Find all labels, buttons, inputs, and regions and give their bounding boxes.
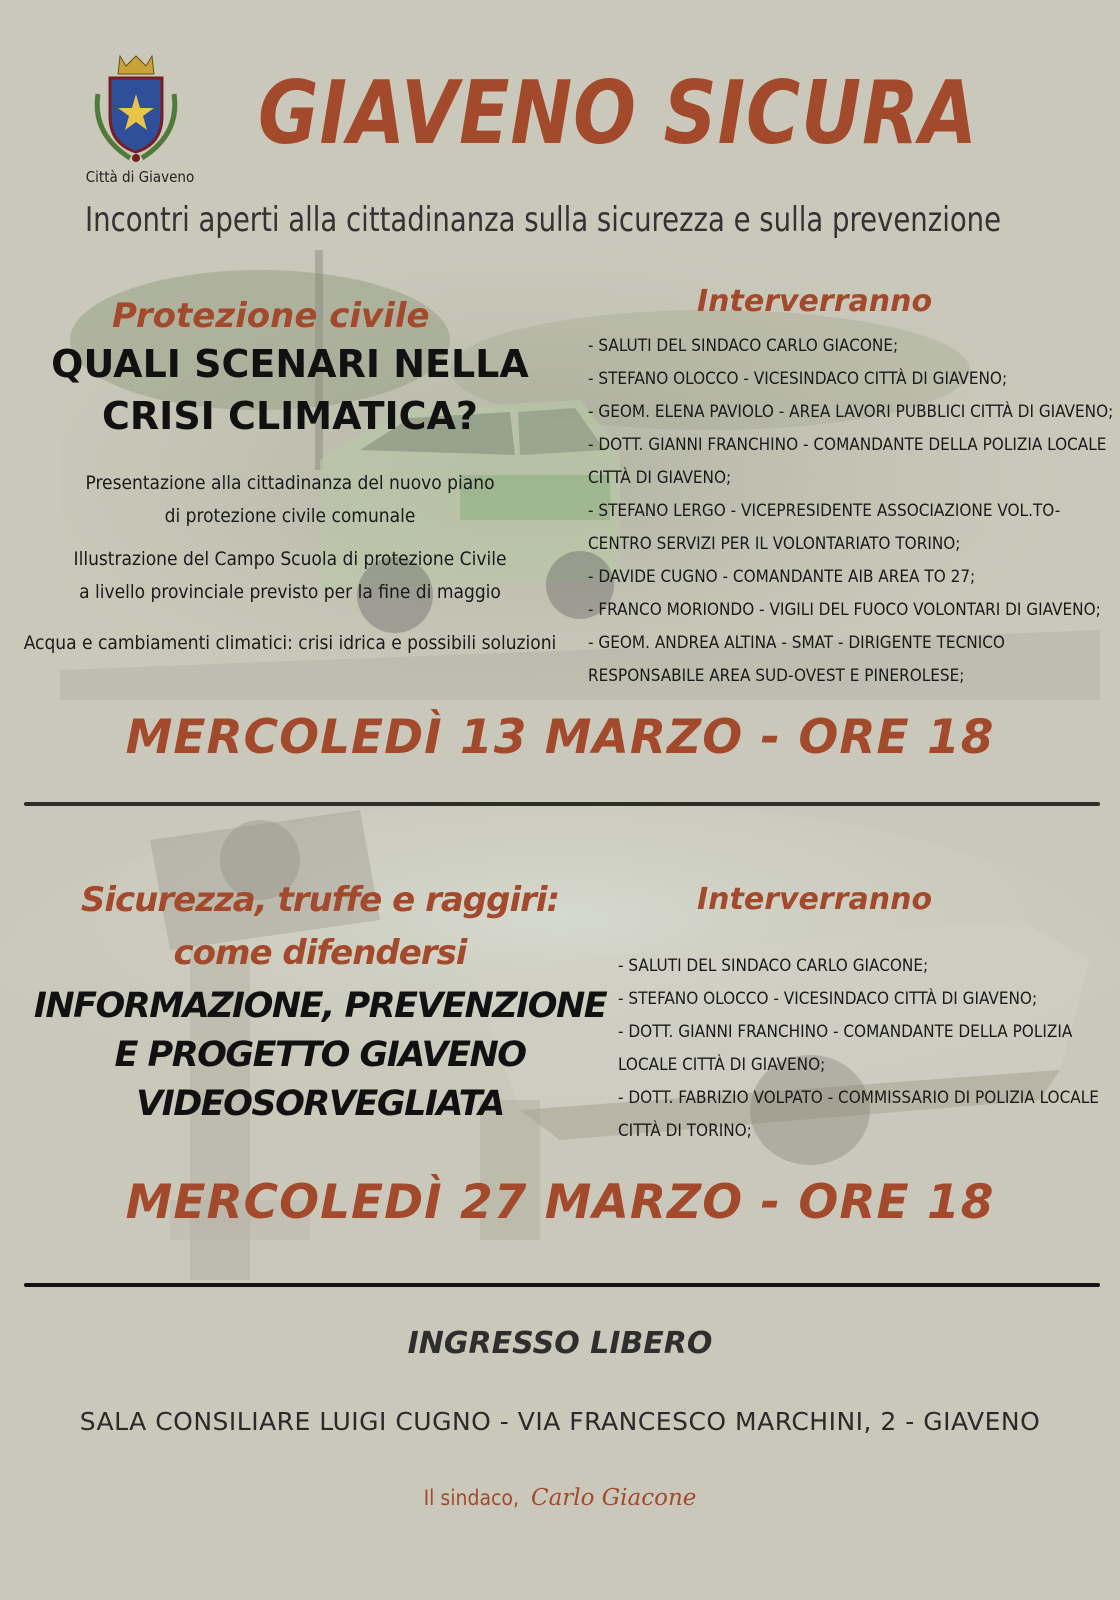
event1-date: MERCOLEDÌ 13 MARZO - ORE 18	[125, 710, 995, 765]
event1-headline-line2: CRISI CLIMATICA?	[102, 394, 478, 438]
speaker-line: CENTRO SERVIZI PER IL VOLONTARIATO TORINO;	[588, 534, 961, 554]
venue-address: SALA CONSILIARE LUIGI CUGNO - VIA FRANCESCO MARCHINI, 2 - GIAVENO	[79, 1407, 1041, 1436]
poster-title: GIAVENO SICURA	[258, 62, 978, 164]
mayor-signature-line	[0, 1485, 1120, 1511]
speaker-line: - DAVIDE CUGNO - COMANDANTE AIB AREA TO 27;	[588, 567, 976, 587]
speaker-line: - DOTT. FABRIZIO VOLPATO - COMMISSARIO DI POLIZIA LOCALE	[618, 1088, 1099, 1108]
speaker-line: - GEOM. ELENA PAVIOLO - AREA LAVORI PUBBLICI CITTÀ DI GIAVENO;	[588, 402, 1114, 422]
event1-desc-line: a livello provinciale previsto per la fine di maggio	[79, 581, 501, 603]
speaker-line: CITTÀ DI GIAVENO;	[588, 468, 732, 488]
speaker-line: - SALUTI DEL SINDACO CARLO GIACONE;	[588, 336, 899, 356]
speaker-line: - FRANCO MORIONDO - VIGILI DEL FUOCO VOLONTARI DI GIAVENO;	[588, 600, 1101, 620]
free-entry-label: INGRESSO LIBERO	[407, 1326, 713, 1361]
speaker-line: RESPONSABILE AREA SUD-OVEST E PINEROLESE;	[588, 666, 965, 686]
event1-desc-line: Acqua e cambiamenti climatici: crisi idrica e possibili soluzioni	[23, 632, 557, 654]
event2-date: MERCOLEDÌ 27 MARZO - ORE 18	[125, 1175, 995, 1230]
event2-headline-line3: VIDEOSORVEGLIATA	[136, 1084, 504, 1124]
event2-topic-line2: come difendersi	[173, 933, 467, 973]
event1-speakers-title: Interverranno	[697, 284, 933, 319]
event1-desc-line: di protezione civile comunale	[164, 505, 416, 527]
speaker-line: CITTÀ DI TORINO;	[618, 1121, 752, 1141]
event2-speakers-list	[618, 950, 1099, 1148]
speaker-line: - GEOM. ANDREA ALTINA - SMAT - DIRIGENTE TECNICO	[588, 633, 1005, 653]
speaker-line: - STEFANO LERGO - VICEPRESIDENTE ASSOCIAZIONE VOL.TO-	[588, 501, 1061, 521]
event1-desc-line: Illustrazione del Campo Scuola di protezione Civile	[73, 548, 507, 570]
event2-headline-line2: E PROGETTO GIAVENO	[114, 1035, 526, 1075]
section-divider	[24, 1283, 1100, 1287]
event1-headline-line1: QUALI SCENARI NELLA	[51, 342, 529, 386]
poster-subtitle: Incontri aperti alla cittadinanza sulla sicurezza e sulla prevenzione	[85, 200, 1002, 240]
speaker-line: - STEFANO OLOCCO - VICESINDACO CITTÀ DI GIAVENO;	[618, 989, 1038, 1009]
city-name: Città di Giaveno	[85, 168, 195, 186]
speaker-line: LOCALE CITTÀ DI GIAVENO;	[618, 1055, 826, 1075]
event1-desc-line: Presentazione alla cittadinanza del nuovo piano	[85, 472, 495, 494]
mayor-label: Il sindaco,	[423, 1486, 519, 1510]
section-divider	[24, 802, 1100, 806]
speaker-line: - DOTT. GIANNI FRANCHINO - COMANDANTE DELLA POLIZIA	[618, 1022, 1073, 1042]
event1-speakers-list	[588, 330, 1113, 693]
event2-topic-line1: Sicurezza, truffe e raggiri:	[80, 880, 560, 920]
speaker-line: - SALUTI DEL SINDACO CARLO GIACONE;	[618, 956, 929, 976]
event1-topic: Protezione civile	[112, 296, 430, 336]
event2-speakers-title: Interverranno	[697, 882, 933, 917]
speaker-line: - STEFANO OLOCCO - VICESINDACO CITTÀ DI GIAVENO;	[588, 369, 1008, 389]
coat-of-arms-icon	[90, 54, 182, 166]
mayor-signature: Carlo Giacone	[530, 1485, 697, 1511]
speaker-line: - DOTT. GIANNI FRANCHINO - COMANDANTE DELLA POLIZIA LOCALE	[588, 435, 1107, 455]
event2-headline-line1: INFORMAZIONE, PREVENZIONE	[33, 986, 607, 1026]
